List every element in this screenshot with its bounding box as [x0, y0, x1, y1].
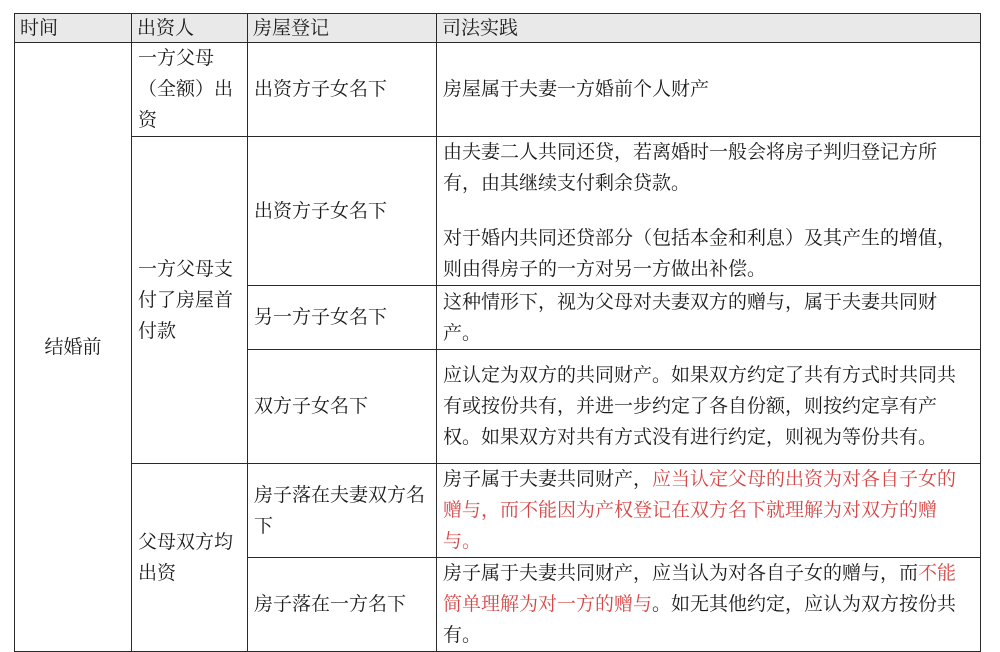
- practice-cell: [437, 137, 981, 286]
- registration-cell: 另一方子女名下: [248, 286, 437, 350]
- table-row: [15, 464, 981, 558]
- practice-text: 房子属于夫妻共同财产，应当认为对各自子女的赠与，而: [443, 562, 919, 584]
- practice-paragraph: 由夫妻二人共同还贷，若离婚时一般会将房子判归登记方所有，由其继续支付剩余贷款。: [443, 141, 938, 194]
- practice-highlight: 应当认定父母的出资为对各自子女的赠与，而不能因为产权登记在双方名下就理解为对双方的赠与。: [443, 468, 957, 552]
- practice-cell: [437, 558, 981, 652]
- header-payer: 出资人: [132, 14, 248, 43]
- practice-text: 。如无其他约定，应认为双方按份共有。: [443, 593, 957, 646]
- practice-paragraph: 对于婚内共同还贷部分（包括本金和利息）及其产生的增值，则由得房子的一方对另一方做出补偿。: [443, 227, 957, 280]
- payer-cell: 父母双方均出资: [132, 464, 248, 652]
- practice-text: 房子属于夫妻共同财产，: [443, 468, 653, 490]
- table-row: [15, 137, 981, 286]
- time-cell: 结婚前: [15, 43, 132, 652]
- header-practice: 司法实践: [437, 14, 981, 43]
- table-row: [15, 43, 981, 137]
- header-time: 时间: [15, 14, 132, 43]
- registration-cell: 出资方子女名下: [248, 137, 437, 286]
- practice-cell: [437, 464, 981, 558]
- practice-highlight: 不能简单理解为对一方的赠与: [443, 562, 957, 615]
- header-row: [15, 14, 981, 43]
- practice-cell: 房屋属于夫妻一方婚前个人财产: [437, 43, 981, 137]
- registration-cell: 房子落在一方名下: [248, 558, 437, 652]
- practice-cell: 这种情形下，视为父母对夫妻双方的赠与，属于夫妻共同财产。: [437, 286, 981, 350]
- registration-cell: 出资方子女名下: [248, 43, 437, 137]
- payer-cell: 一方父母支付了房屋首付款: [132, 137, 248, 464]
- header-registration: 房屋登记: [248, 14, 437, 43]
- registration-cell: 房子落在夫妻双方名下: [248, 464, 437, 558]
- registration-cell: 双方子女名下: [248, 350, 437, 464]
- practice-cell: 应认定为双方的共同财产。如果双方约定了共有方式时共同共有或按份共有，并进一步约定了各自份额，则按约定享有产权。如果双方对共有方式没有进行约定，则视为等份共有。: [437, 350, 981, 464]
- paragraph-gap: [443, 199, 974, 223]
- payer-cell: 一方父母（全额）出资: [132, 43, 248, 137]
- property-table: [14, 13, 981, 652]
